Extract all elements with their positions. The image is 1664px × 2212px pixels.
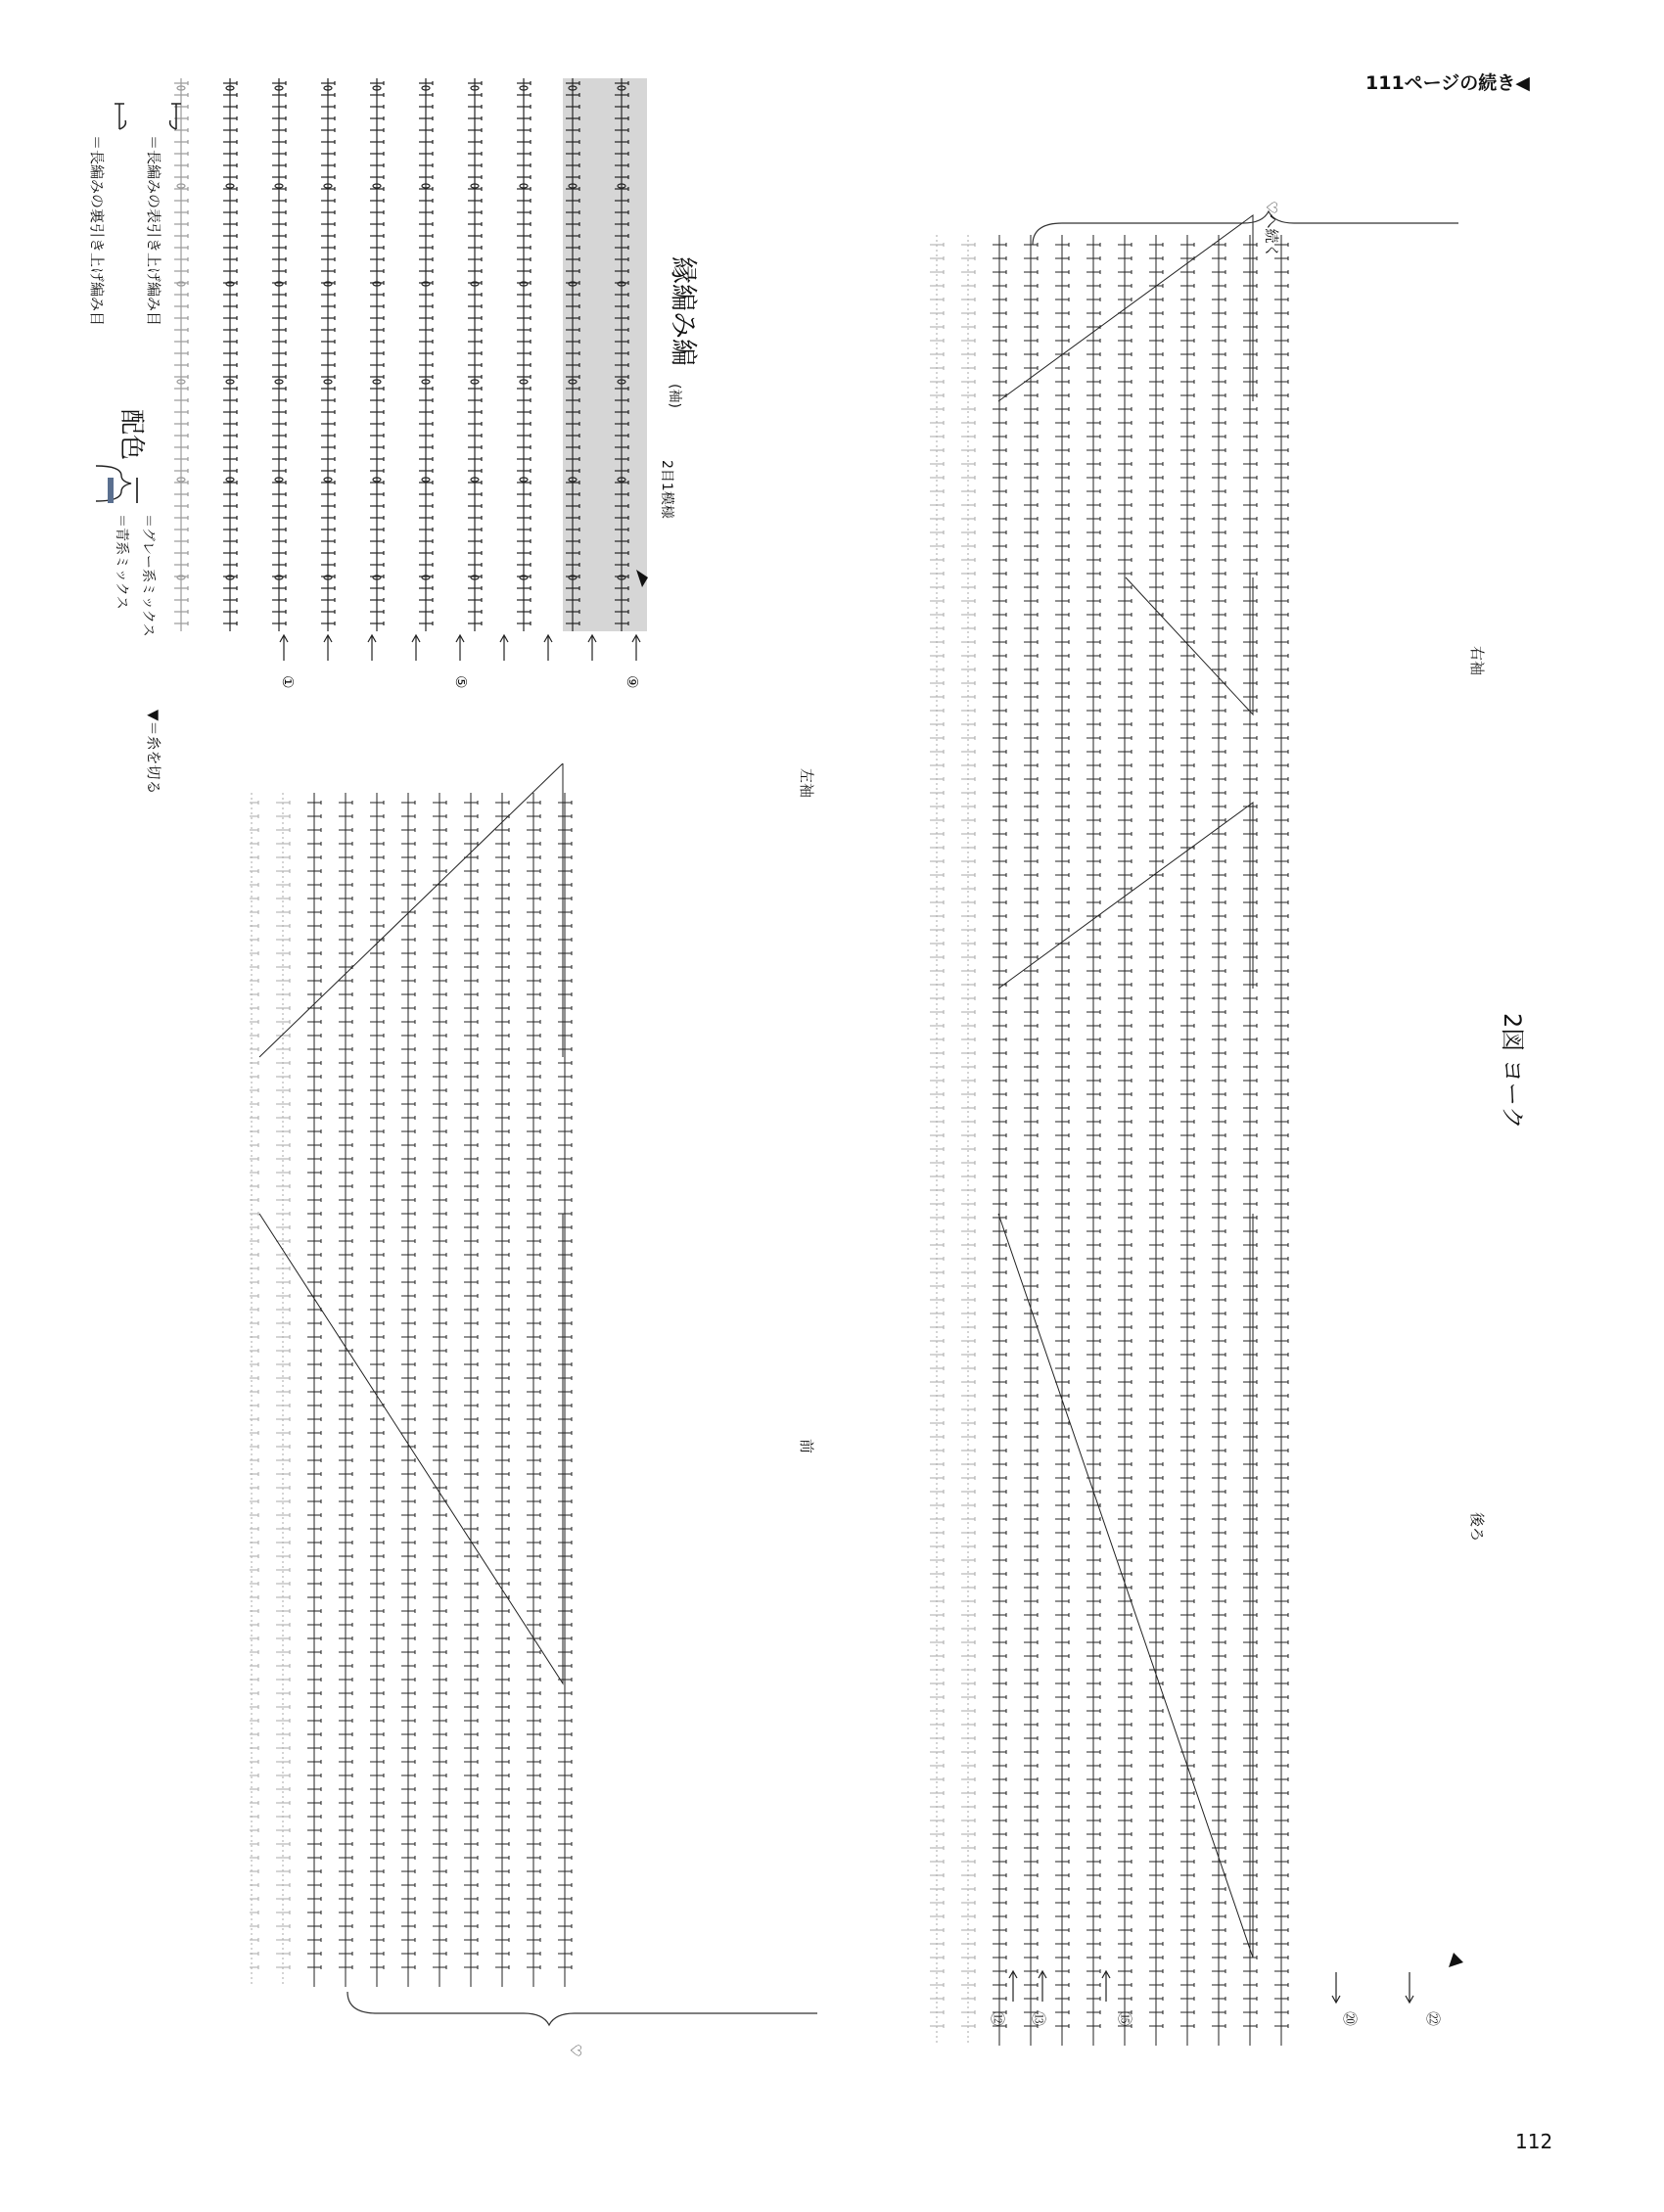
legend-back-post-dc: ＝長編みの裏引き上げ編み目 xyxy=(88,135,106,327)
color-blue-mix: ＝青系ミックス xyxy=(114,514,129,610)
yoke-row-20: ⑳ xyxy=(1341,2011,1359,2027)
left-sleeve-label: 左袖 xyxy=(798,768,815,799)
color-grey-mix: ＝グレー系ミックス xyxy=(140,514,156,637)
back-label: 後ろ xyxy=(1468,1512,1486,1543)
cut-yarn-marker-right xyxy=(1449,1953,1463,1967)
page-number: 112 xyxy=(1515,2130,1553,2153)
blue-mix-swatch xyxy=(108,478,114,503)
edging-title-note: (袖) xyxy=(667,384,682,408)
color-scheme-brace xyxy=(88,460,157,509)
yoke-row-13: ⑬ xyxy=(1030,2011,1047,2027)
back-yoke-chart xyxy=(930,206,1478,2065)
continued-from-header: 111ページの続き◀ xyxy=(1365,72,1530,94)
edging-chart xyxy=(147,69,695,714)
edging-row-arrows xyxy=(274,631,646,670)
legend-cut-yarn: ▼＝糸を切る xyxy=(145,710,162,795)
front-label: 前 xyxy=(798,1439,815,1454)
edging-row-1: ① xyxy=(279,675,297,689)
front-post-dc-icon xyxy=(170,104,181,129)
edging-row-9: ⑨ xyxy=(624,675,641,689)
edging-stitch-rows xyxy=(174,78,628,631)
back-post-dc-icon xyxy=(115,104,125,129)
edging-title: 縁編み編 xyxy=(668,256,700,367)
front-yoke-chart xyxy=(250,763,817,2065)
legend-front-post-dc: ＝長編みの表引き上げ編み目 xyxy=(145,135,162,327)
yoke-row-12: ⑫ xyxy=(989,2011,1006,2027)
color-scheme-title: 配色 xyxy=(116,409,146,461)
left-bottom-brace xyxy=(347,1992,817,2025)
yoke-row-arrows xyxy=(998,1967,1458,2006)
right-top-brace xyxy=(1033,211,1458,245)
yoke-row-15: ⑮ xyxy=(1116,2011,1133,2027)
heart-top-label: ♡へ続く xyxy=(1263,201,1280,258)
edging-row-5: ⑤ xyxy=(452,675,470,689)
legend-symbols xyxy=(78,98,186,137)
edging-shaded-repeat xyxy=(563,78,647,631)
repeat-note: 2目1模様 xyxy=(659,460,674,519)
back-yoke-stitches xyxy=(930,215,1288,2046)
yoke-row-22: ㉒ xyxy=(1424,2011,1442,2027)
right-sleeve-label: 右袖 xyxy=(1468,646,1486,676)
heart-bottom-label: ♡ xyxy=(567,2044,584,2057)
figure-title: 2図 ヨーク xyxy=(1499,1013,1526,1129)
front-yoke-stitches xyxy=(250,763,572,1987)
